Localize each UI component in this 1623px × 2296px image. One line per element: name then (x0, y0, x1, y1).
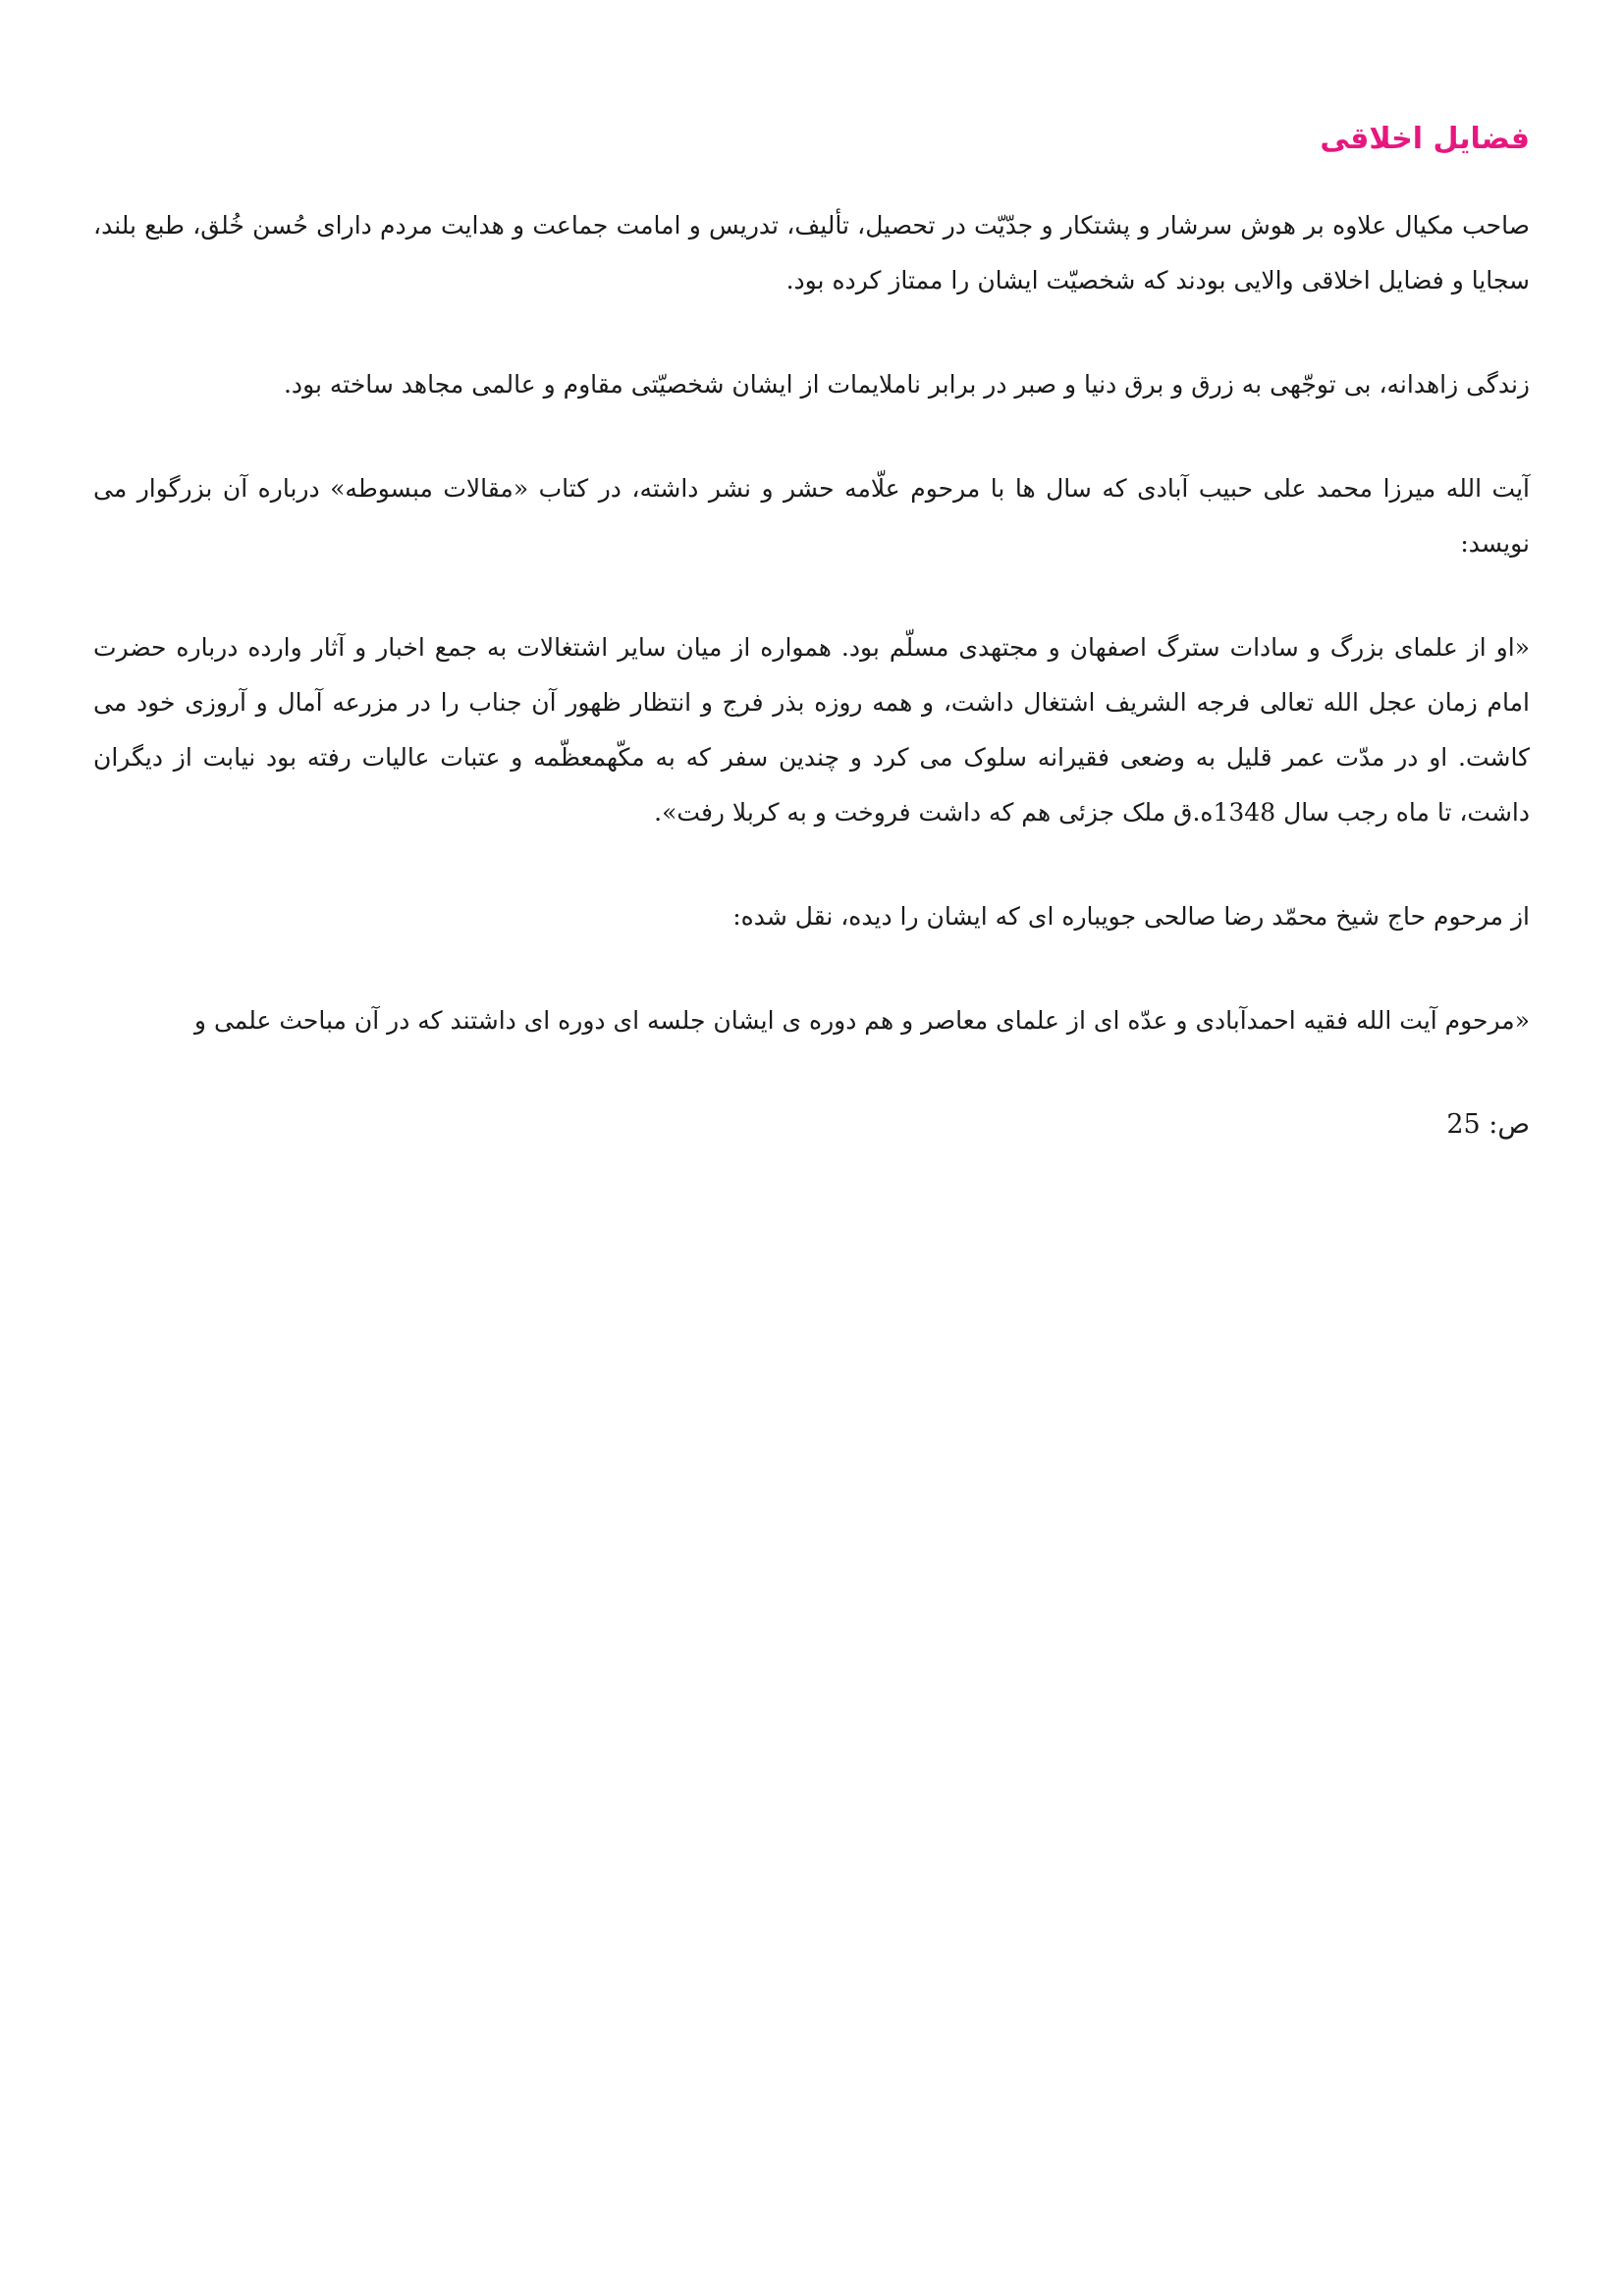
section-heading: فضایل اخلاقی (1320, 122, 1530, 156)
paragraph-quote-ahmadabadi: «مرحوم آیت الله فقیه احمدآبادی و عدّه ای از علمای معاصر و هم دوره ی ایشان جلسه ای دوره ای داشتند که در آن مباحث علمی و (193, 1006, 1530, 1035)
paragraph-quote-habibabadi: «او از علمای بزرگ و سادات سترگ اصفهان و مجتهدی مسلّم بود. همواره از میان سایر اشتغالات به جمع اخبار و آثار وارده درباره حضرت امام زمان عجل الله تعالی فرجه الشریف اشتغال داشت، و همه روزه بذر فرج و انتظار ظهور آن جناب را در مزرعه آمال و آروزی خود می کاشت. او در مدّت عمر قلیل به وضعی فقیرانه سلوک می کرد و چندین سفر که به مکّهمعظّمه و عتبات عالیات رفته بود نیابت از دیگران داشت، تا ماه رجب سال 1348ه.ق ملک جزئی هم که داشت فروخت و به کربلا رفت». (93, 633, 1530, 827)
paragraph-habibabadi-intro: آیت الله میرزا محمد علی حبیب آبادی که سال ها با مرحوم علّامه حشر و نشر داشته، در کتاب «مقالات مبسوطه» درباره آن بزرگوار می نویسد: (93, 474, 1530, 558)
document-body (93, 118, 1530, 1152)
paragraph-ascetic-life: زندگی زاهدانه، بی توجّهی به زرق و برق دنیا و صبر در برابر ناملایمات از ایشان شخصیّتی مقاوم و عالمی مجاهد ساخته بود. (283, 370, 1530, 399)
paragraph-salehi-intro: از مرحوم حاج شیخ محمّد رضا صالحی جویباره ای که ایشان را دیده، نقل شده: (732, 902, 1530, 931)
page-number: ص: 25 (1446, 1109, 1530, 1140)
paragraph-virtues: صاحب مکیال علاوه بر هوش سرشار و پشتکار و جدّیّت در تحصیل، تألیف، تدریس و امامت جماعت و هدایت مردم دارای حُسن خُلق، طبع بلند، سجایا و فضایل اخلاقی والایی بودند که شخصیّت ایشان را ممتاز کرده بود. (93, 211, 1530, 294)
